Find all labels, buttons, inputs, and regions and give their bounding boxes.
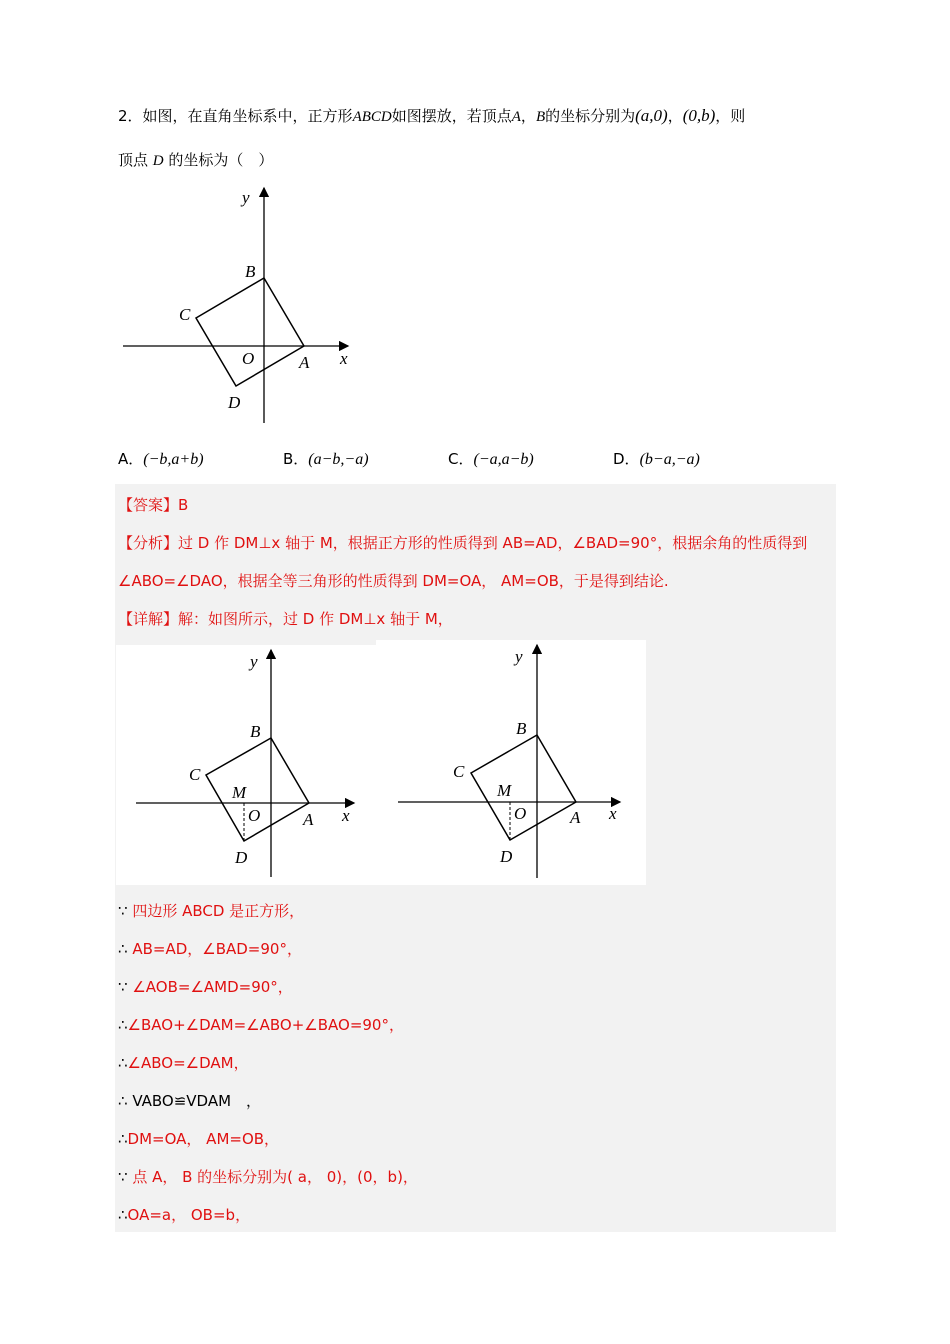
option-a[interactable] xyxy=(118,448,204,469)
step-symbol: ∴ xyxy=(118,1092,128,1110)
step-2 xyxy=(118,938,302,959)
step-6 xyxy=(118,1090,261,1111)
coord-b: (0,b) xyxy=(682,106,716,125)
question-line-1 xyxy=(118,106,745,127)
question-text: 如图摆放，若顶点 xyxy=(391,107,512,125)
point-d: D xyxy=(152,153,164,169)
label-x: x xyxy=(609,804,617,823)
option-value: (−b,a+b) xyxy=(143,451,204,468)
label-a: A xyxy=(303,810,314,829)
option-value: (a−b,−a) xyxy=(308,451,369,468)
question-line-2 xyxy=(118,150,273,171)
label-a: A xyxy=(299,353,310,372)
detail-line xyxy=(118,608,453,629)
answer-line xyxy=(118,494,188,515)
analysis-line-2 xyxy=(118,570,669,591)
step-text: ∠BAO+∠DAM=∠ABO+∠BAO=90°， xyxy=(127,1016,404,1034)
solution-figure-1 xyxy=(116,645,376,885)
label-c: C xyxy=(453,762,465,781)
detail-text: 解：如图所示，过 D 作 DM⊥x 轴于 M， xyxy=(178,610,453,628)
label-y: y xyxy=(250,652,258,671)
label-b: B xyxy=(245,262,256,281)
label-x: x xyxy=(342,806,350,825)
option-b[interactable] xyxy=(283,448,369,469)
question-text: 的坐标分别为 xyxy=(545,107,636,125)
coordinate-figure xyxy=(118,180,368,430)
question-text: 的坐标为（ ） xyxy=(168,151,274,169)
label-y: y xyxy=(242,188,250,207)
step-text: ∠ABO=∠DAM， xyxy=(127,1054,249,1072)
label-d: D xyxy=(500,847,513,866)
detail-tag: 【详解】 xyxy=(118,610,179,628)
label-b: B xyxy=(250,722,261,741)
step-1 xyxy=(118,900,304,921)
square-name: ABCD xyxy=(352,109,392,125)
question-text: 顶点 xyxy=(118,151,149,169)
step-text: OA=a， OB=b， xyxy=(127,1206,251,1224)
option-letter: D． xyxy=(613,450,640,468)
step-7 xyxy=(118,1128,279,1149)
label-d: D xyxy=(228,393,241,412)
point-b: B xyxy=(535,109,546,125)
answer-tag: 【答案】 xyxy=(118,496,179,514)
point-a: A xyxy=(511,109,521,125)
label-o: O xyxy=(242,349,255,368)
analysis-text: 过 D 作 DM⊥x 轴于 M，根据正方形的性质得到 AB=AD，∠BAD=90°，根据余角的性质得到 xyxy=(178,534,808,552)
label-b: B xyxy=(516,719,527,738)
question-text: ，则 xyxy=(715,107,746,125)
step-text: 四边形 ABCD 是正方形， xyxy=(132,902,305,920)
label-c: C xyxy=(189,765,201,784)
step-9 xyxy=(118,1204,250,1225)
analysis-line-1 xyxy=(118,532,807,553)
step-symbol: ∵ xyxy=(118,1168,128,1186)
step-text: ∠AOB=∠AMD=90°， xyxy=(132,978,293,996)
label-o: O xyxy=(514,804,527,823)
label-m: M xyxy=(497,781,512,800)
step-text: AB=AD，∠BAD=90°， xyxy=(132,940,302,958)
question-text: 如图，在直角坐标系中，正方形 xyxy=(142,107,353,125)
label-y: y xyxy=(515,647,523,666)
separator: ， xyxy=(667,107,683,125)
step-symbol: ∴ xyxy=(118,1130,128,1148)
label-d: D xyxy=(235,848,248,867)
step-text: VABO≌VDAM ， xyxy=(132,1092,262,1110)
option-letter: B． xyxy=(283,450,309,468)
step-symbol: ∵ xyxy=(118,978,128,996)
square-abcd xyxy=(206,738,309,841)
analysis-tag: 【分析】 xyxy=(118,534,179,552)
step-text: 点 A， B 的坐标分别为( a， 0)，(0，b)， xyxy=(132,1168,418,1186)
square-abcd xyxy=(196,278,304,386)
coord-a: (a,0) xyxy=(635,106,668,125)
option-value: (b−a,−a) xyxy=(639,451,700,468)
solution-figure-2 xyxy=(376,640,646,885)
option-value: (−a,a−b) xyxy=(473,451,534,468)
label-c: C xyxy=(179,305,191,324)
answer-value: B xyxy=(178,496,189,514)
step-symbol: ∵ xyxy=(118,902,128,920)
separator: ， xyxy=(520,107,536,125)
step-symbol: ∴ xyxy=(118,1206,128,1224)
option-d[interactable] xyxy=(613,448,700,469)
step-symbol: ∴ xyxy=(118,1016,128,1034)
option-c[interactable] xyxy=(448,448,534,469)
step-8 xyxy=(118,1166,418,1187)
step-5 xyxy=(118,1052,249,1073)
label-o: O xyxy=(248,806,261,825)
label-x: x xyxy=(340,349,348,368)
step-symbol: ∴ xyxy=(118,1054,128,1072)
analysis-text: ∠ABO=∠DAO，根据全等三角形的性质得到 DM=OA， AM=OB，于是得到结论. xyxy=(118,572,669,590)
step-text: DM=OA， AM=OB， xyxy=(127,1130,280,1148)
label-m: M xyxy=(232,783,247,802)
option-letter: A． xyxy=(118,450,144,468)
label-a: A xyxy=(570,808,581,827)
step-3 xyxy=(118,976,293,997)
step-4 xyxy=(118,1014,404,1035)
square-abcd xyxy=(471,735,576,840)
question-number: 2． xyxy=(118,107,143,125)
option-letter: C． xyxy=(448,450,474,468)
step-symbol: ∴ xyxy=(118,940,128,958)
